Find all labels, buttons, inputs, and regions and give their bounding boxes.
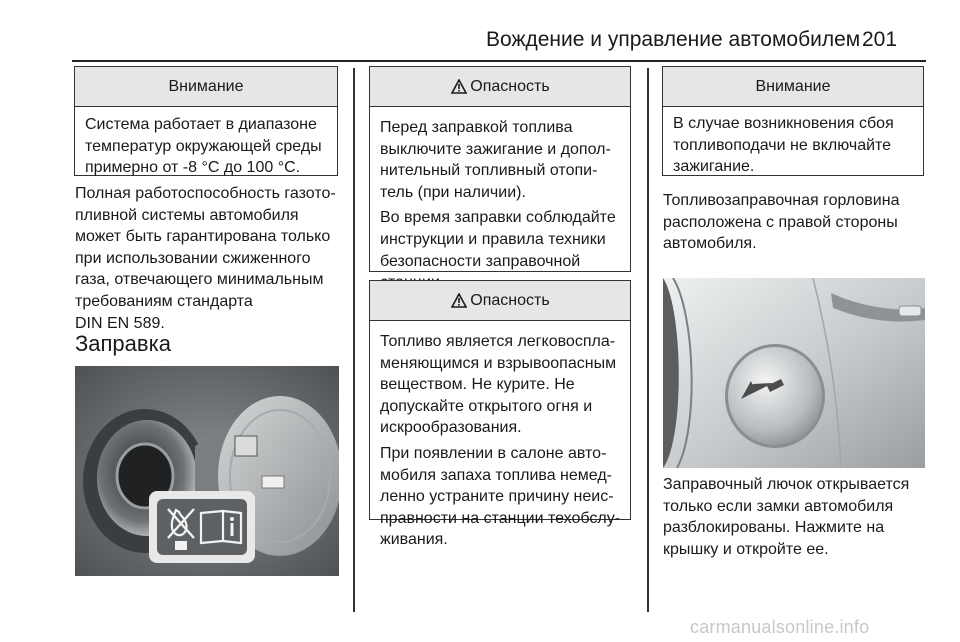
header-divider — [72, 60, 926, 62]
paragraph-line: только если замки автомобиля — [663, 497, 894, 515]
danger-heading — [370, 67, 630, 107]
paragraph-line: Полная работоспособность газото‐ — [75, 185, 336, 202]
notice-line: топливоподачи не включайте — [673, 136, 892, 154]
notice-box-fuel-supply — [662, 66, 924, 176]
paragraph-line: при использовании сжиженного — [75, 249, 311, 267]
danger-line: Перед заправкой топлива — [380, 119, 573, 136]
danger-heading — [370, 281, 630, 321]
warning-triangle-icon — [450, 293, 468, 309]
gas-system-paragraph — [75, 183, 355, 334]
danger-line: допускайте открытого огня и — [380, 397, 593, 415]
danger-line: мобиля запаха топлива немед‐ — [380, 466, 612, 484]
paragraph-line: крышку и откройте ее. — [663, 540, 829, 558]
danger-heading-label: Опасность — [470, 77, 550, 95]
danger-line: При появлении в салоне авто‐ — [380, 444, 607, 462]
paragraph-line: требованиям стандарта — [75, 292, 253, 310]
fuel-filler-illustration — [75, 366, 339, 576]
warning-triangle-icon — [450, 79, 468, 95]
danger-line: тель (при наличии). — [380, 183, 526, 201]
notice-line: В случае возникновения сбоя — [673, 115, 894, 132]
danger-line: ленно устраните причину неис‐ — [380, 488, 614, 506]
fuel-door-illustration — [663, 278, 925, 468]
danger-line: правности на станции техобслу‐ — [380, 509, 621, 527]
filler-location-paragraph — [663, 190, 933, 255]
danger-line: меняющимся и взрывоопасным — [380, 354, 617, 372]
danger-text — [380, 331, 620, 439]
paragraph-line: DIN EN 589. — [75, 314, 165, 332]
paragraph-line: Заправочный лючок открывается — [663, 476, 910, 493]
column-divider-2 — [647, 68, 649, 612]
paragraph-line: расположена с правой стороны — [663, 213, 898, 231]
danger-line: Во время заправки соблюдайте — [380, 209, 616, 227]
danger-text — [380, 117, 620, 203]
paragraph-line: пливной системы автомобиля — [75, 206, 299, 224]
paragraph-line: Топливозаправочная горловина — [663, 192, 900, 209]
fuel-door-paragraph — [663, 474, 933, 560]
watermark: carmanualsonline.info — [690, 617, 870, 637]
danger-heading-label: Опасность — [470, 291, 550, 309]
danger-line: искрообразования. — [380, 419, 522, 437]
danger-line: нительный топливный отопи‐ — [380, 162, 598, 180]
paragraph-line: автомобиля. — [663, 235, 757, 253]
fuel-filler-photo — [75, 366, 339, 576]
notice-heading: Внимание — [75, 67, 337, 107]
danger-line: живания. — [380, 531, 448, 549]
notice-text: Система работает в диапазоне температур окружающей среды примерно от -8 °C до 100 °C. — [85, 116, 322, 177]
danger-text — [380, 443, 620, 551]
danger-line: безопасности заправочной — [380, 252, 581, 270]
paragraph-line: может быть гарантирована только — [75, 228, 331, 246]
danger-line: веществом. Не курите. Не — [380, 376, 575, 394]
page-number: 201 — [862, 28, 898, 51]
chapter-title: Вождение и управление автомобилем — [486, 28, 861, 51]
paragraph-line: газа, отвечающего минимальным — [75, 271, 324, 289]
column-divider-1 — [353, 68, 355, 612]
notice-heading: Внимание — [663, 67, 923, 107]
danger-line: выключите зажигание и допол‐ — [380, 140, 611, 158]
section-title-refueling: Заправка — [75, 331, 171, 356]
fuel-door-photo — [663, 278, 925, 468]
danger-box-1 — [369, 66, 631, 272]
danger-line: инструкции и правила техники — [380, 230, 606, 248]
notice-box-temperature — [74, 66, 338, 176]
notice-line: зажигание. — [673, 158, 755, 176]
paragraph-line: разблокированы. Нажмите на — [663, 519, 885, 537]
page-header — [0, 0, 960, 62]
danger-box-2 — [369, 280, 631, 549]
danger-line: Топливо является легковоспла‐ — [380, 333, 616, 350]
